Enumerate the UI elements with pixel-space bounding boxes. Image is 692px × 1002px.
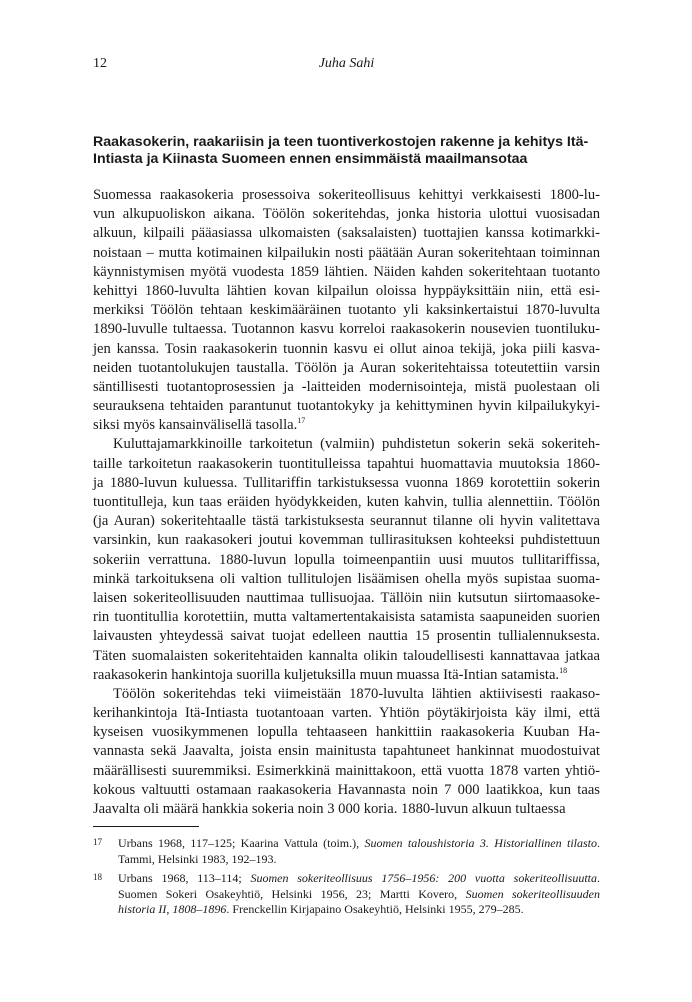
footnote-line [118,871,600,887]
text-line: laisen sokeriteollisuuden nauttimaa tullisuojaa. Tällöin niin kutsutun siirtomaasoke- [93,589,600,606]
footnote-title: historia II, 1808–1896 [118,902,227,916]
text-line: neiden tuotantolukujen taustalla. Töölön ja Auran sokeritehtaissa toteutettiin varsin [93,359,600,376]
footnote-text: . Frenckellin Kirjapaino Osakeyhtiö, Helsinki 1955, 279–285. [226,902,524,916]
text-line: minkä tarkoituksena oli valtion tullitulojen lisäämisen ohella myös supistaa suoma- [93,570,600,587]
footnote [93,836,600,867]
footnote-title: Suomen sokeriteollisuus 1756–1956: 200 vuotta sokeriteollisuutta [250,871,597,885]
text-line: kerihankintoja Itä-Intiasta tuotantoaan varten. Yhtiön pöytäkirjoista käy ilmi, että [93,705,600,722]
footnote-title: Suomen sokeriteollisuuden [465,886,600,901]
footnote-text: . [597,836,601,850]
text-line: merkiksi Töölön tehtaan keskimääräinen tuotanto yli kaksinkertaistui 1870-luvulta [93,302,600,319]
paragraph [93,685,600,819]
footnote-rule [93,826,199,827]
text-line: ja 1880-luvun kuluessa. Tullitariffin tarkistuksessa vuonna 1869 korotettiin sokerin [93,474,600,491]
text-line: jen kanssa. Tosin raakasokerin tuonnin kasvu ei ollut ainoa tekijä, joka piili kasva- [93,340,600,357]
footnote-title: Suomen taloushistoria 3. Historiallinen tilasto [364,836,598,850]
text-line: Täten suomalaisten sokeritehtaiden kannalta olikin taloudellisesti kannattavaa jatkaa [93,647,600,664]
footnote-line [118,902,600,918]
text-line: tuontitulleja, kun taas eräiden hyödykkeiden, kuten kahvin, tullia alennettiin. Töölön [93,494,600,510]
footnote-text: . [597,871,600,885]
text-line: Töölön sokeritehdas teki viimeistään 1870-luvulta lähtien aktiivisesti raakaso- [113,685,600,702]
text-line: sokeriin verrattuna. 1880-luvun lopulla toimeenpantiin uusi muutos tullitariffissa, [93,551,600,568]
text-line: käynnistymisen myötä vuodesta 1859 lähtien. Näiden kahden sokeritehtaan tuotanto [93,263,600,280]
body-text [93,186,600,819]
footnote-number: 17 [93,837,102,847]
text-line: 1890-luvulle tultaessa. Tuotannon kasvu korreloi raakasokerin nousevien tuontiluku- [93,321,600,338]
text-line: varsinkin, kun raakasokeri joutui kovemman tullirasituksen kohteeksi puhdistettuun [93,532,600,549]
text-line: noistaan – mutta kotimainen kilpailukin nosti päätään Auran sokeritehtaan toiminnan [93,244,600,261]
text-line: kokous valtuutti ostamaan raakasokeria Havannasta noin 7 000 laatikkoa, kun taas [93,781,600,798]
footnote-line [118,852,600,868]
text-line: rin tuontitullia korotettiin, mutta valtamertentakaisista satamista saapuneiden suorien [93,609,600,626]
running-head [93,56,600,76]
footnote-line [118,836,600,852]
footnote-number: 18 [93,872,102,882]
footnote-line [118,887,600,903]
paragraph [93,435,600,684]
text-line: siksi myös kansainvälisellä tasolla.$^{17}$ [93,416,306,434]
footnote-text: Suomen Sokeri Osakeyhtiö, Helsinki 1956, 23; Martti Kovero, [118,886,466,901]
footnotes [93,836,600,922]
text-line: Suomessa raakasokeria prosessoiva sokeriteollisuus kehittyi verkkaisesti 1800-lu- [93,187,600,203]
text-line: Kuluttajamarkkinoille tarkoitetun (valmiin) puhdistetun sokerin sekä sokeriteh- [113,436,600,453]
footnote-ref[interactable]: 17 [297,416,306,426]
footnote-text: Urbans 1968, 113–114; [118,871,251,885]
section-heading [93,134,600,168]
text-line: kehittyi 1860-luvulta lähtien kovan kilpailun oloissa hyppäyksittäin niin, että esi- [93,282,600,299]
footnote [93,871,600,918]
text-line: (ja Auran) sokeritehtaalle tästä tarkistuksesta seurannut tilanne oli hyvin valitettava [93,513,600,530]
text-line: määrällisesti suuremmiksi. Esimerkkinä mainittakoon, että vuotta 1878 varten yhtiö- [93,762,600,779]
section-heading-line: Intiasta ja Kiinasta Suomeen ennen ensimmäistä maailmansotaa [93,151,528,167]
text-line: säntillisesti tuotantoprosessien ja -laitteiden modernisointeja, mistä puolestaan oli [93,378,600,395]
text-line: Jaavalta oli määrä hankkia sokeria noin 3 000 koria. 1880-luvun alkuun tultaessa [93,801,566,817]
text-line: seurauksena tehtaiden parantunut tuotantokyky ja kehittyminen hyvin kilpailukykyi- [93,398,600,415]
page-number: 12 [93,56,107,71]
footnote-text: Tammi, Helsinki 1983, 192–193. [118,851,277,866]
text-line: vannasta sekä Jaavalta, joista ensin mainitusta tapahtuneet hankinnat muodostuivat [93,743,600,760]
text-line: laivausten yhteydessä saivat tuojat edelleen nauttia 15 prosentin tullialennuksesta. [93,628,600,645]
footnote-text: Urbans 1968, 117–125; Kaarina Vattula (toim.), [118,836,365,850]
paragraph [93,186,600,435]
text-line: kyseisen vuosikymmenen lopulla tehtaaseen hankittiin raakasokeria Kuuban Ha- [93,724,600,741]
text-line: alkuun, kilpaili pääasiassa ulkomaisten (saksalaisten) tuottajien kanssa kotimarkki- [93,225,600,242]
footnote-ref[interactable]: 18 [559,665,568,675]
section-heading-line: Raakasokerin, raakariisin ja teen tuontiverkostojen rakenne ja kehitys Itä- [93,134,589,150]
text-line: taille tarkoitetun raakasokerin tuontitulleissa tapahtui huomattavia muutoksia 1860- [93,455,600,472]
running-head-author: Juha Sahi [318,56,375,71]
text-line: vun alkupuoliskon aikana. Töölön sokeritehdas, jonka historia ulottui vuosisadan [93,206,600,223]
text-line: raakasokerin hankintoja suorilla kuljetuksilla muun muassa Itä-Intian satamista.$^{18}$ [93,665,568,683]
